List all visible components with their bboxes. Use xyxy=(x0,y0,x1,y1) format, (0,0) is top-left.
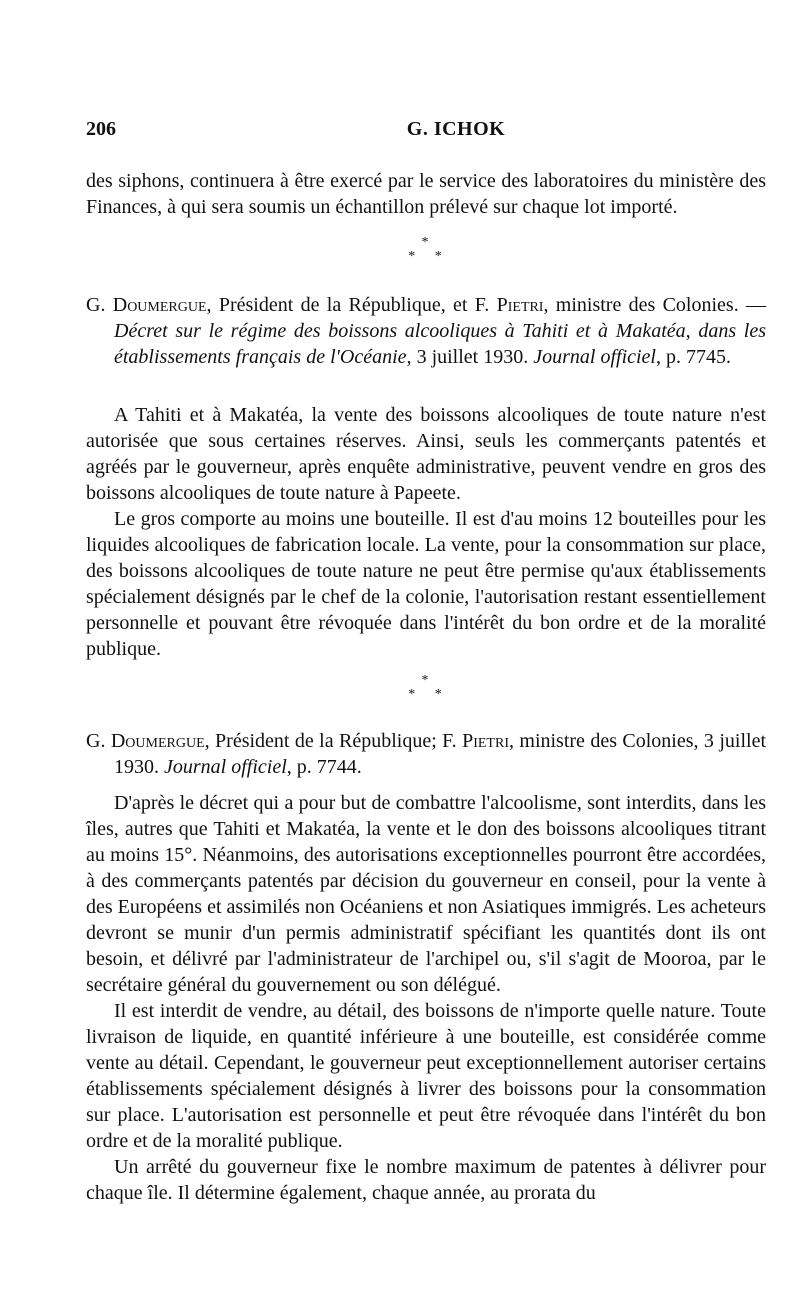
author-role: , Président de la République, et F. xyxy=(206,294,497,316)
body-paragraph: Le gros comporte au moins une bouteille. Il est d'au moins 12 bouteilles pour les liquides alcooliques de fabrication locale. La vente, pour la consommation sur place, des boissons alcooliques de toute nature ne peut être permise qu'aux établissements spécialement désignés par le chef de la colonie, l'autorisation restant essentiellement personnelle et pouvant être révoquée dans l'intérêt du bon ordre et de la moralité publique. xyxy=(86,508,766,660)
reference-text xyxy=(86,292,767,370)
separator-star-top: * xyxy=(421,235,429,250)
journal-page: , p. 7745. xyxy=(656,346,731,368)
separator-stars-bottom: * * xyxy=(408,249,450,264)
minister-role: , ministre des Colonies, 3 juillet 1930. xyxy=(114,730,766,778)
author-role: , Président de la République; F. xyxy=(204,730,463,752)
page-number: 206 xyxy=(86,118,116,140)
section-2-body xyxy=(86,790,766,1206)
body-paragraph: D'après le décret qui a pour but de combattre l'alcoolisme, sont interdits, dans les îles, autres que Tahiti et Makatéa, la vente et le don des boissons alcooliques titrant au moins 15°. Néanmoins, des autorisations exceptionnelles pourront être accordées, à des commerçants patentés par décision du gouverneur en conseil, pour la vente à des Européens et assimilés non Océaniens et non Asiatiques immigrés. Les acheteurs devront se munir d'un permis administratif spécifiant les quantités dont ils ont besoin, et délivré par l'administrateur de l'archipel ou, s'il s'agit de Mooroa, par le secrétaire général du gouvernement ou son délégué. xyxy=(86,792,766,996)
body-paragraph: Un arrêté du gouverneur fixe le nombre maximum de patentes à délivrer pour chaque île. Il détermine également, chaque année, au prorata du xyxy=(86,1156,766,1204)
section-separator xyxy=(395,236,455,270)
minister-name: Pietri xyxy=(462,730,509,752)
minister-name: Pietri xyxy=(496,294,544,316)
author-name: G. Doumergue xyxy=(86,730,205,752)
decree-date: 3 juillet 1930. xyxy=(411,346,534,368)
running-head xyxy=(86,118,766,144)
separator-stars-bottom: * * xyxy=(408,687,450,702)
body-paragraph: A Tahiti et à Makatéa, la vente des boissons alcooliques de toute nature n'est autorisée que sous certaines réserves. Ainsi, seuls les commerçants patentés et agréés par le gouverneur, après enquête administrative, peuvent vendre en gros des boissons alcooliques de toute nature à Papeete. xyxy=(86,404,766,504)
journal-page: , p. 7744. xyxy=(286,756,362,778)
decree-reference-2 xyxy=(86,728,766,780)
body-paragraph: Il est interdit de vendre, au détail, des boissons de n'importe quelle nature. Toute livraison de liquide, en quantité inférieure à une bouteille, est considérée comme vente au détail. Cependant, le gouverneur peut exceptionnellement autoriser certains établissements spécialement désignés à livrer des boissons pour la consommation sur place. L'autorisation est personnelle et peut être révoquée dans l'intérêt du bon ordre et de la moralité publique. xyxy=(86,1000,766,1152)
decree-title: Décret sur le régime des boissons alcooliques à Tahiti et à Makatéa, dans les établissements français de l'Océanie, xyxy=(114,320,766,368)
continuation-paragraph xyxy=(86,168,766,220)
separator-star-top: * xyxy=(421,673,429,688)
section-1-body xyxy=(86,402,766,662)
section-separator xyxy=(395,674,455,708)
minister-role: , ministre des Colonies. — xyxy=(543,294,767,316)
continuation-text: des siphons, continuera à être exercé par le service des laboratoires du ministère des Finances, à qui sera soumis un échantillon prélevé sur chaque lot importé. xyxy=(86,170,766,218)
running-title: G. ICHOK xyxy=(406,118,506,140)
decree-reference-1 xyxy=(86,292,766,370)
reference-text xyxy=(86,728,766,780)
journal-name: Journal officiel xyxy=(533,346,656,368)
author-name: G. Doumergue xyxy=(86,294,207,316)
journal-name: Journal officiel xyxy=(164,756,287,778)
